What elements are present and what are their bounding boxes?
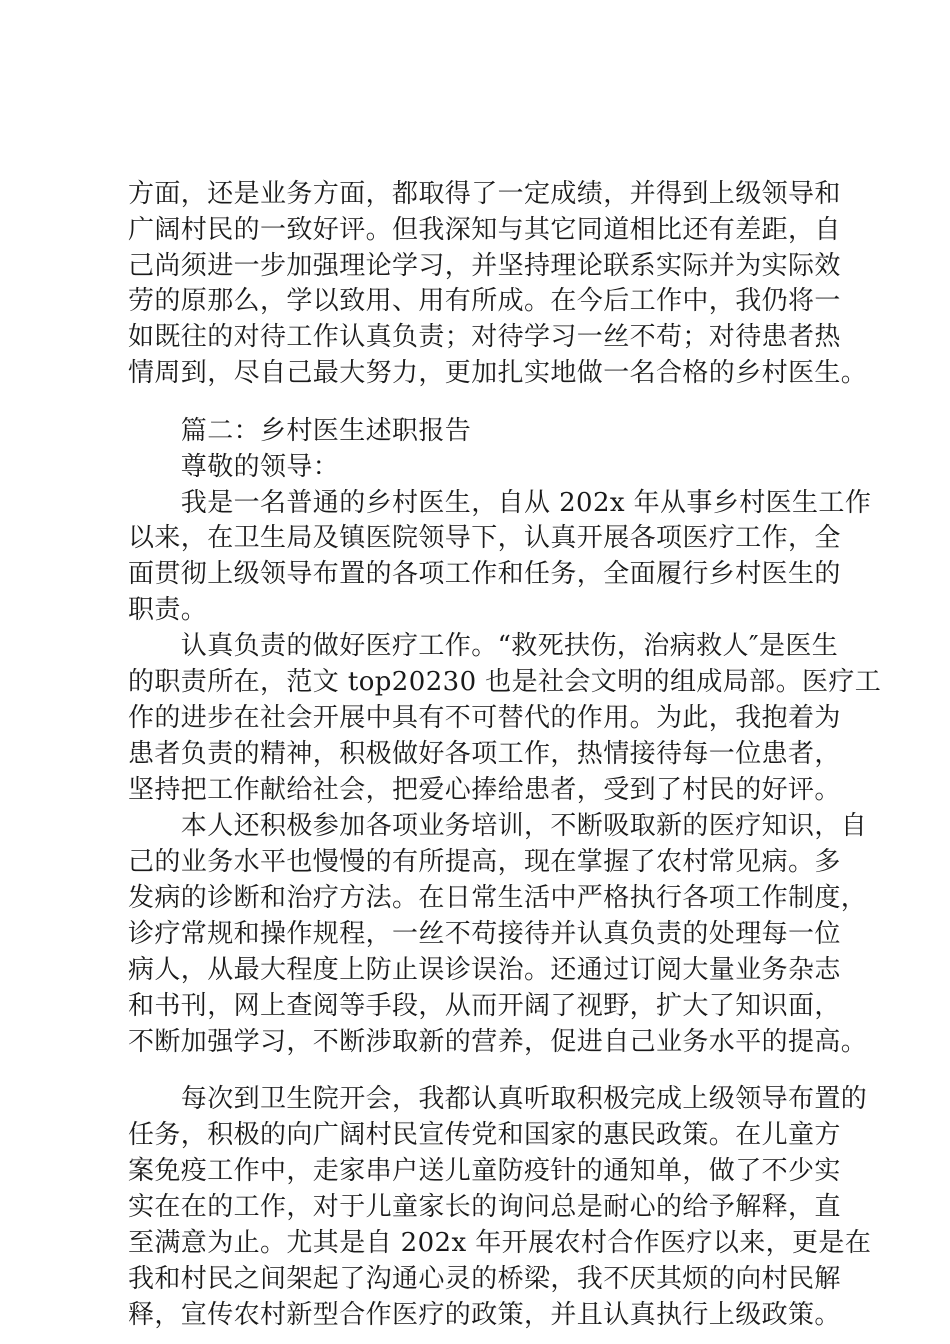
text-line: 己的业务水平也慢慢的有所提高，现在掌握了农村常见病。多 [128,847,841,877]
text-line: 我和村民之间架起了沟通心灵的桥梁，我不厌其烦的向村民解 [128,1264,841,1294]
text-line: 的职责所在，范文 top20230 也是社会文明的组成局部。医疗工 [128,667,882,697]
text-line: 患者负责的精神，积极做好各项工作，热情接待每一位患者， [128,739,841,769]
text-line: 广阔村民的一致好评。但我深知与其它同道相比还有差距，自 [128,215,841,245]
text-line: 我是一名普通的乡村医生，自从 202x 年从事乡村医生工作 [128,488,872,518]
text-line: 己尚须进一步加强理论学习，并坚持理论联系实际并为实际效 [128,251,841,281]
text-line: 不断加强学习，不断涉取新的营养，促进自己业务水平的提高。 [128,1027,868,1057]
text-line: 认真负责的做好医疗工作。“救死扶伤，治病救人″是医生 [128,631,839,661]
text-line: 本人还积极参加各项业务培训，不断吸取新的医疗知识，自 [128,811,868,841]
text-line: 职责。 [128,595,208,625]
text-line: 释，宣传农村新型合作医疗的政策，并且认真执行上级政策。 [128,1300,841,1330]
text-line: 任务，积极的向广阔村民宣传党和国家的惠民政策。在儿童方 [128,1120,841,1150]
section-heading: 篇二：乡村医生述职报告 [128,416,472,446]
text-line: 至满意为止。尤其是自 202x 年开展农村合作医疗以来，更是在 [128,1228,872,1258]
salutation: 尊敬的领导： [128,452,340,482]
text-line: 坚持把工作献给社会，把爱心捧给患者，受到了村民的好评。 [128,775,841,805]
text-line: 实在在的工作，对于儿童家长的询问总是耐心的给予解释，直 [128,1192,841,1222]
text-line: 每次到卫生院开会，我都认真听取积极完成上级领导布置的 [128,1084,868,1114]
text-line: 病人，从最大程度上防止误诊误治。还通过订阅大量业务杂志 [128,955,841,985]
text-line: 和书刊，网上查阅等手段，从而开阔了视野，扩大了知识面， [128,991,841,1021]
text-line: 作的进步在社会开展中具有不可替代的作用。为此，我抱着为 [128,703,841,733]
text-line: 以来，在卫生局及镇医院领导下，认真开展各项医疗工作，全 [128,523,841,553]
text-line: 方面，还是业务方面，都取得了一定成绩，并得到上级领导和 [128,179,841,209]
text-line: 劳的原那么，学以致用、用有所成。在今后工作中，我仍将一 [128,286,841,316]
text-line: 案免疫工作中，走家串户送儿童防疫针的通知单，做了不少实 [128,1156,841,1186]
text-line: 情周到，尽自己最大努力，更加扎实地做一名合格的乡村医生。 [128,358,868,388]
text-line: 如既往的对待工作认真负责；对待学习一丝不苟；对待患者热 [128,322,841,352]
text-line: 面贯彻上级领导布置的各项工作和任务，全面履行乡村医生的 [128,559,841,589]
text-line: 诊疗常规和操作规程，一丝不苟接待并认真负责的处理每一位 [128,919,841,949]
text-line: 发病的诊断和治疗方法。在日常生活中严格执行各项工作制度， [128,883,868,913]
